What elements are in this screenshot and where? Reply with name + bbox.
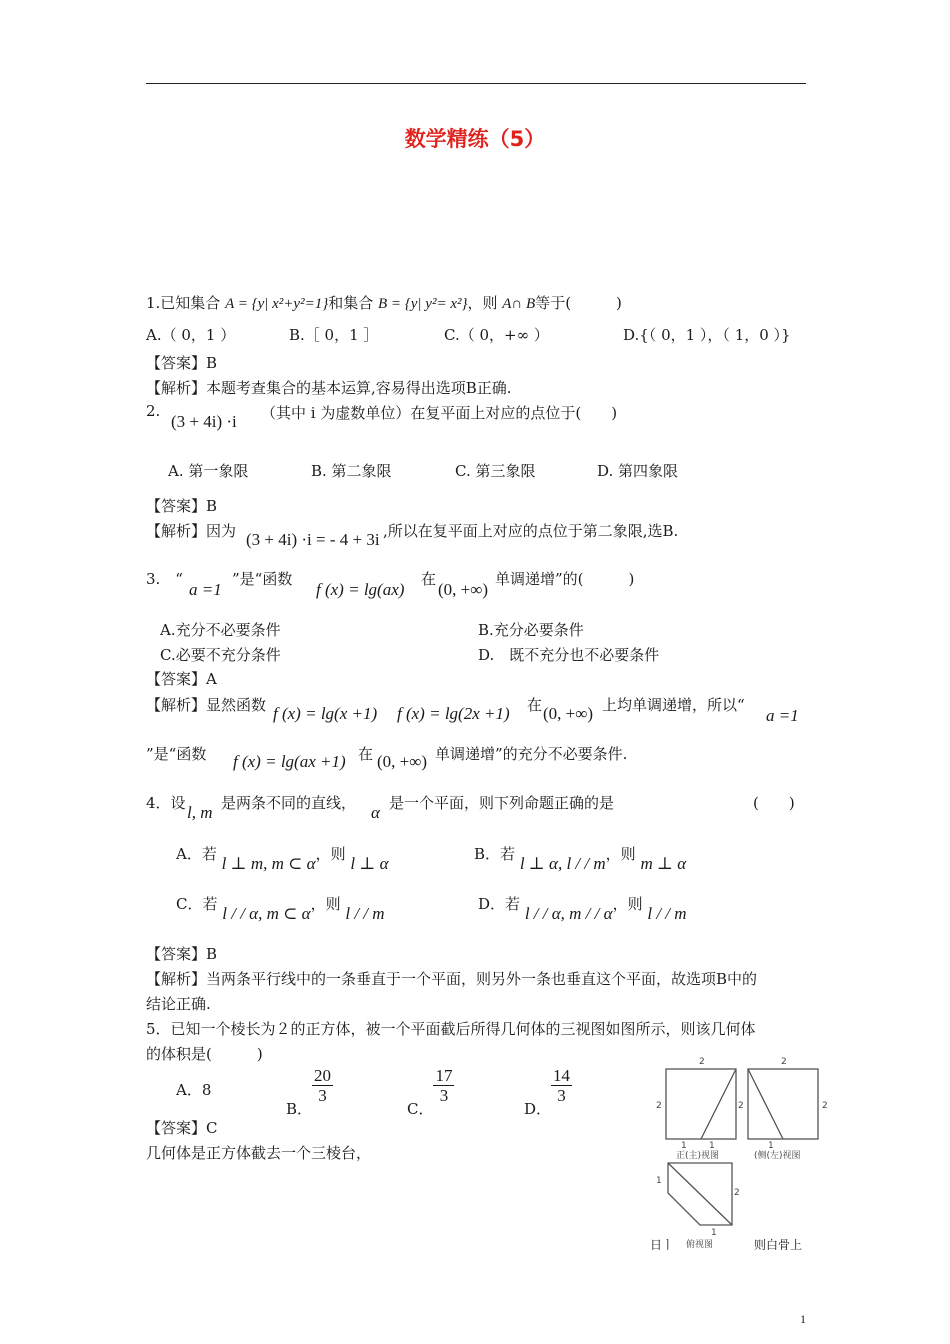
front-right-label: 2 xyxy=(738,1101,744,1111)
q1-option-d: D.{（ 0，1 ），（ 1，0 ）} xyxy=(623,326,791,344)
q4-stem-c: 是一个平面，则下列命题正确的是 xyxy=(389,794,615,812)
q5-option-a: A．8 xyxy=(176,1081,212,1099)
q4-option-label: B．若 xyxy=(474,845,516,863)
q4-option-condition: l / / α, m / / α xyxy=(524,904,613,923)
front-view-diagonal xyxy=(701,1069,736,1139)
q5-option-c xyxy=(407,1066,454,1118)
q1-set-b: B = {y| y²= x²} xyxy=(377,296,468,312)
top-bottom-label: 1 xyxy=(711,1228,717,1238)
q3-option-d: D. 既不充分也不必要条件 xyxy=(478,646,660,664)
front-top-label: 2 xyxy=(699,1057,705,1067)
q3-option-b: B.充分必要条件 xyxy=(478,621,584,639)
q4-number: 4．设 xyxy=(146,794,186,812)
q3-analysis-f: 单调递增”的充分不必要条件. xyxy=(435,745,628,763)
q1-set-a: A = {y| x²+y²=1} xyxy=(225,296,329,312)
q2-answer: 【答案】B xyxy=(146,497,218,515)
q5-answer: 【答案】C xyxy=(146,1119,218,1137)
page-title: 数学精练（5） xyxy=(404,127,546,151)
fraction-numerator: 14 xyxy=(553,1066,571,1085)
q4-option-then: ，则 xyxy=(315,845,346,863)
q3-condition2: a =1 xyxy=(766,706,799,725)
q2-number: 2. xyxy=(146,402,161,420)
side-right-label: 2 xyxy=(822,1101,828,1111)
q1-stem-text: 1.已知集合 xyxy=(146,294,226,312)
q2-option-a: A. 第一象限 xyxy=(168,462,249,480)
q1-stem-text: 和集合 xyxy=(328,294,378,312)
q3-f2: f (x) = lg(2x +1) xyxy=(397,704,510,723)
q4-option-b xyxy=(474,843,687,873)
q4-option-result: l / / m xyxy=(647,904,687,923)
q4-analysis-line2: 结论正确. xyxy=(146,995,211,1013)
front-view-square xyxy=(666,1069,736,1139)
q2-analysis-a: 【解析】因为 xyxy=(146,522,237,540)
q3-condition: a =1 xyxy=(189,580,222,599)
top-caption: 俯视图 xyxy=(686,1240,714,1250)
q1-option-a: A.（ 0，1 ） xyxy=(146,326,236,344)
front-bottom-label-1: 1 xyxy=(681,1141,687,1151)
q3-option-c: C.必要不充分条件 xyxy=(160,646,281,664)
q4-option-result: m ⊥ α xyxy=(640,854,687,873)
q4-answer: 【答案】B xyxy=(146,945,218,963)
q1-intersection: A∩ B xyxy=(502,296,536,312)
q4-bracket: ( ) xyxy=(753,794,795,812)
q3-f1: f (x) = lg(x +1) xyxy=(273,704,378,723)
q5-option-fraction xyxy=(551,1066,572,1105)
q3-stem-d: 单调递增”的( ) xyxy=(495,570,635,588)
q4-stem-b: 是两条不同的直线， xyxy=(221,794,357,812)
q5-stem-line1: 5．已知一个棱长为２的正方体，被一个平面截后所得几何体的三视图如图所示，则该几何体 xyxy=(146,1020,756,1038)
q3-analysis-d: ”是“函数 xyxy=(146,745,207,763)
q3-stem-c: 在 xyxy=(421,570,437,588)
cut-off-text-a: 日ㅣ xyxy=(650,1238,674,1250)
q4-option-result: l ⊥ α xyxy=(350,854,389,873)
q3-interval2: (0, +∞) xyxy=(543,704,594,723)
side-view-square xyxy=(748,1069,818,1139)
side-view-diagonal xyxy=(748,1069,783,1139)
header-rule xyxy=(146,83,806,84)
q3-analysis-a: 【解析】显然函数 xyxy=(146,696,267,714)
q2-analysis-b: ,所以在复平面上对应的点位于第二象限,选B. xyxy=(383,522,679,540)
front-bottom-label-2: 1 xyxy=(709,1141,715,1151)
q4-option-label: D．若 xyxy=(478,895,521,913)
q3-stem-b: ”是“函数 xyxy=(232,570,293,588)
q4-option-condition: l / / α, m ⊂ α xyxy=(222,904,311,923)
q1-stem xyxy=(146,292,622,313)
q2-stem: （其中 i 为虚数单位）在复平面上对应的点位于( ) xyxy=(261,404,618,422)
q4-option-then: ，则 xyxy=(612,895,643,913)
q1-analysis: 【解析】本题考查集合的基本运算,容易得出选项B正确. xyxy=(146,379,512,397)
q5-option-label: B． xyxy=(286,1100,313,1118)
q4-option-then: ，则 xyxy=(310,895,341,913)
q1-stem-text: ，则 xyxy=(467,294,503,312)
q5-option-label: C． xyxy=(407,1100,434,1118)
top-right-label: 2 xyxy=(734,1188,740,1198)
three-view-figure xyxy=(648,1050,838,1250)
q5-option-fraction xyxy=(312,1066,333,1105)
q3-answer: 【答案】A xyxy=(146,670,217,688)
fraction-denominator: 3 xyxy=(439,1086,449,1105)
side-bottom-label: 1 xyxy=(768,1141,774,1151)
side-caption: (侧(左)视图 xyxy=(754,1151,801,1161)
top-left-label: 1 xyxy=(656,1176,662,1186)
fraction-denominator: 3 xyxy=(557,1086,566,1105)
q2-option-c: C. 第三象限 xyxy=(455,462,536,480)
top-view-diagonal xyxy=(668,1163,732,1225)
q3-number: 3. “ xyxy=(146,570,183,588)
q4-option-then: ，则 xyxy=(605,845,636,863)
cut-off-text-b: 则白骨上 xyxy=(754,1238,803,1250)
q5-option-fraction xyxy=(433,1066,454,1105)
q4-option-c xyxy=(176,893,385,923)
q5-option-label: D． xyxy=(524,1100,552,1118)
q5-option-d xyxy=(524,1066,572,1118)
q1-option-b: B.［ 0，1 ］ xyxy=(289,326,379,344)
q3-analysis-e: 在 xyxy=(358,745,374,763)
q3-interval: (0, +∞) xyxy=(438,580,489,599)
q4-lines: l, m xyxy=(187,803,213,822)
q4-option-d xyxy=(478,893,687,923)
fraction-numerator: 17 xyxy=(435,1066,453,1085)
q4-option-a xyxy=(176,843,389,873)
q2-option-d: D. 第四象限 xyxy=(597,462,679,480)
side-top-label: 2 xyxy=(781,1057,787,1067)
q4-analysis-line1: 【解析】当两条平行线中的一条垂直于一个平面，则另外一条也垂直这个平面，故选项B中的 xyxy=(146,970,758,988)
q5-stem-line2: 的体积是( ) xyxy=(146,1045,263,1063)
q1-stem-text: 等于( ) xyxy=(535,294,622,312)
q4-option-condition: l ⊥ α, l / / m xyxy=(519,854,606,873)
q3-f3: f (x) = lg(ax +1) xyxy=(233,752,346,771)
q3-option-a: A.充分不必要条件 xyxy=(160,621,281,639)
q5-option-b xyxy=(286,1066,333,1118)
q4-option-label: A．若 xyxy=(176,845,217,863)
q2-expression: (3 + 4i) ·i xyxy=(171,412,237,431)
q4-option-label: C．若 xyxy=(176,895,218,913)
q4-option-condition: l ⊥ m, m ⊂ α xyxy=(221,854,316,873)
q3-analysis-c: 上均单调递增，所以“ xyxy=(602,696,745,714)
q4-plane: α xyxy=(371,803,380,822)
q4-option-result: l / / m xyxy=(345,904,385,923)
q1-answer: 【答案】B xyxy=(146,354,218,372)
q3-function: f (x) = lg(ax) xyxy=(316,580,405,599)
q1-option-c: C.（ 0，+∞ ） xyxy=(444,326,549,344)
front-caption: 正(主)视图 xyxy=(676,1151,720,1161)
q3-analysis-b: 在 xyxy=(527,696,543,714)
q5-explanation: 几何体是正方体截去一个三棱台， xyxy=(146,1144,372,1162)
q2-option-b: B. 第二象限 xyxy=(311,462,392,480)
page-number: 1 xyxy=(800,1312,806,1326)
fraction-numerator: 20 xyxy=(314,1066,332,1085)
fraction-denominator: 3 xyxy=(318,1086,327,1105)
q2-analysis-expr: (3 + 4i) ·i = - 4 + 3i xyxy=(246,530,380,549)
q3-interval3: (0, +∞) xyxy=(377,752,428,771)
front-left-label: 2 xyxy=(656,1101,662,1111)
